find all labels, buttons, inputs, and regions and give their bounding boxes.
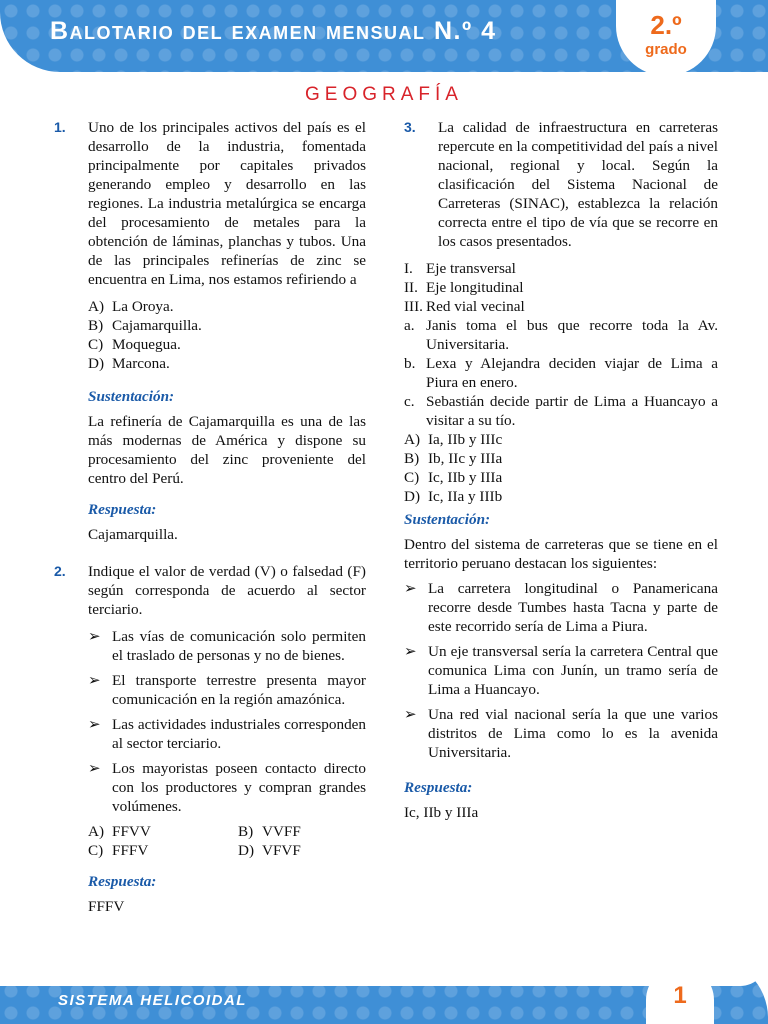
- grade-word: grado: [645, 41, 687, 58]
- answer-options: [88, 822, 366, 860]
- page-number: 1: [673, 982, 687, 1009]
- respuesta-text: Ic, IIb y IIIa: [404, 804, 479, 821]
- sustentacion-label: Sustentación:: [404, 511, 491, 528]
- option: [88, 316, 366, 335]
- relation-item: II. Eje longitudinal: [404, 279, 524, 296]
- question-number: 3.: [404, 119, 416, 135]
- option-letter: A): [404, 431, 421, 448]
- exam-title: Balotario del examen mensual N.º 4: [50, 17, 497, 45]
- option-text: VFVF: [262, 842, 301, 859]
- option-letter: A): [88, 298, 105, 315]
- grade-number: 2.º: [650, 10, 682, 40]
- sustentacion-text: Dentro del sistema de carreteras que se tiene en el territorio peruano destacan los siguientes:: [404, 536, 718, 572]
- option-text: Marcona.: [112, 355, 170, 372]
- option-text: VVFF: [262, 823, 301, 840]
- option-text: Ib, IIc y IIIa: [428, 450, 503, 467]
- statement: ➢ Las vías de comunicación solo permiten el traslado de personas y no de bienes.: [88, 628, 366, 664]
- option-letter: C): [88, 842, 104, 859]
- option-letter: B): [88, 317, 104, 334]
- option-text: Ic, IIb y IIIa: [428, 469, 503, 486]
- respuesta-text: Cajamarquilla.: [88, 526, 178, 543]
- respuesta-label: Respuesta:: [88, 501, 157, 518]
- arrow-right-outline-icon: ➢: [88, 760, 101, 777]
- question-text: Indique el valor de verdad (V) o falsedad (F) según corresponda de acuerdo al sector terciario.: [88, 563, 366, 618]
- relation-item: b. Lexa y Alejandra deciden viajar de Lima a Piura en enero.: [404, 355, 718, 391]
- option-letter: D): [88, 355, 105, 372]
- explanation-point: ➢ Una red vial nacional sería la que une varios distritos de Lima como lo es la avenida Universitaria.: [404, 706, 718, 761]
- arrow-right-outline-icon: ➢: [88, 716, 101, 733]
- arrow-right-outline-icon: ➢: [88, 628, 101, 645]
- answer-options: [404, 430, 718, 506]
- respuesta-text: FFFV: [88, 898, 125, 915]
- question-1: [54, 118, 366, 544]
- option-letter: D): [238, 842, 255, 859]
- arrow-right-outline-icon: ➢: [88, 672, 101, 689]
- option: [404, 430, 718, 449]
- arrow-right-outline-icon: ➢: [404, 643, 417, 660]
- question-text: La calidad de infraestructura en carreteras repercute en la competitividad del país a nivel nacional, regional y local. Según la clasificación del Sistema Nacional de Carreteras (SINAC), establezca la relación correcta entre el tipo de vía que se recorre en los casos presentados.: [438, 119, 718, 250]
- statement: ➢ Las actividades industriales corresponden al sector terciario.: [88, 716, 366, 752]
- option: [404, 468, 718, 487]
- option-text: Moquegua.: [112, 336, 181, 353]
- option-text: FFVV: [112, 823, 151, 840]
- option: [88, 841, 238, 860]
- footer-label: SISTEMA HELICOIDAL: [58, 992, 247, 1009]
- option-letter: B): [238, 823, 254, 840]
- option-text: Cajamarquilla.: [112, 317, 202, 334]
- statement: ➢ Los mayoristas poseen contacto directo con los productores y compran grandes volúmenes.: [88, 760, 366, 815]
- sustentacion-text: La refinería de Cajamarquilla es una de las más modernas de América y dispone su procesamiento del zinc proveniente del centro del Perú.: [88, 413, 366, 487]
- option: [404, 487, 718, 506]
- sustentacion-label: Sustentación:: [88, 388, 175, 405]
- answer-options: [88, 297, 366, 373]
- option: [88, 822, 238, 841]
- option-text: Ic, IIa y IIIb: [428, 488, 503, 505]
- option-text: La Oroya.: [112, 298, 174, 315]
- option: [88, 354, 366, 373]
- question-number: 2.: [54, 563, 66, 579]
- option-letter: B): [404, 450, 420, 467]
- arrow-right-outline-icon: ➢: [404, 580, 417, 597]
- question-3: [404, 118, 718, 251]
- option-text: FFFV: [112, 842, 149, 859]
- relation-item: III. Red vial vecinal: [404, 298, 525, 315]
- relation-item: a. Janis toma el bus que recorre toda la Av. Universitaria.: [404, 317, 718, 353]
- respuesta-label: Respuesta:: [404, 779, 473, 796]
- question-text: Uno de los principales activos del país es el desarrollo de la industria, fomentada principalmente por capitales privados generando empleo y desarrollo en las regiones. La industria metalúrgica se encarga del procesamiento de metales para la obtención de láminas, planchas y tubos. Una de las principales refinerías de zinc se encuentra en Lima, nos estamos refiriendo a: [88, 119, 366, 288]
- option-letter: C): [88, 336, 104, 353]
- arrow-right-outline-icon: ➢: [404, 706, 417, 723]
- left-column: [54, 118, 366, 916]
- explanation-point: ➢ Un eje transversal sería la carretera Central que comunica Lima con Junín, un tramo sería de Lima a Huancayo.: [404, 643, 718, 698]
- subject-title: GEOGRAFÍA: [305, 84, 463, 105]
- right-column: [404, 118, 718, 822]
- question-number: 1.: [54, 119, 66, 135]
- option: [238, 822, 388, 841]
- option: [88, 297, 366, 316]
- respuesta-label: Respuesta:: [88, 873, 157, 890]
- option: [238, 841, 388, 860]
- statement: ➢ El transporte terrestre presenta mayor comunicación en la región amazónica.: [88, 672, 366, 708]
- option: [88, 335, 366, 354]
- relation-item: c. Sebastián decide partir de Lima a Huancayo a visitar a su tío.: [404, 393, 718, 429]
- relation-items: [404, 259, 718, 430]
- explanation-point: ➢ La carretera longitudinal o Panamericana recorre desde Tumbes hasta Tacna y parte de este recorrido sería de Lima a Piura.: [404, 580, 718, 635]
- question-2: [54, 562, 366, 916]
- option: [404, 449, 718, 468]
- relation-item: I. Eje transversal: [404, 260, 516, 277]
- option-letter: C): [404, 469, 420, 486]
- option-letter: D): [404, 488, 421, 505]
- option-text: Ia, IIb y IIIc: [428, 431, 503, 448]
- option-letter: A): [88, 823, 105, 840]
